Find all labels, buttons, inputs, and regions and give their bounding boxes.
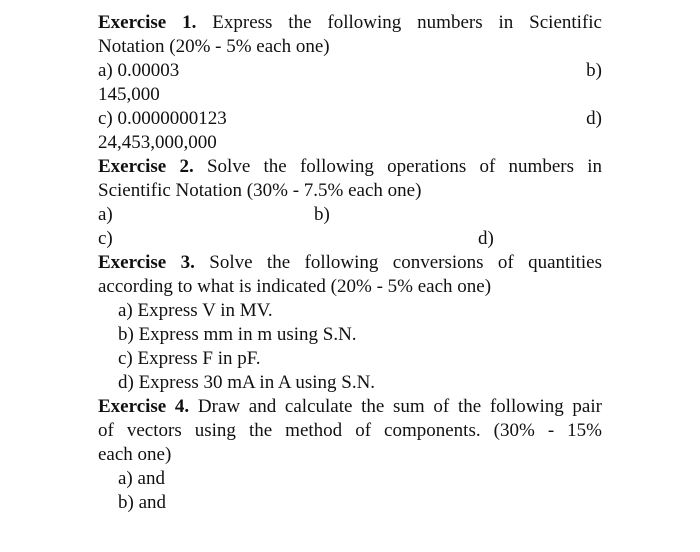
exercise-3-title: Exercise 3. xyxy=(98,252,195,273)
exercise-2-intro-line-2: Scientific Notation (30% - 7.5% each one) xyxy=(98,180,422,201)
exercise-1-item-c: c) 0.0000000123 xyxy=(98,108,227,129)
exercise-2-item-c: c) xyxy=(98,228,113,249)
exercise-3-item-d: d) Express 30 mA in A using S.N. xyxy=(118,372,376,393)
exercise-3-item-c: c) Express F in pF. xyxy=(118,348,261,369)
exercise-3-intro-line-1: Solve the following conversions of quantities xyxy=(209,252,603,273)
exercise-4-intro-line-1: Draw and calculate the sum of the following pair xyxy=(197,396,602,417)
exercise-2-item-a: a) xyxy=(98,204,113,225)
exercise-2-intro-line-1: Solve the following operations of numbers in xyxy=(206,156,602,177)
exercise-1-intro-line-2: Notation (20% - 5% each one) xyxy=(98,36,330,57)
exercise-2-title: Exercise 2. xyxy=(98,156,194,177)
exercise-1-intro-line-1: Express the following numbers in Scientific xyxy=(212,12,602,33)
exercise-3-heading xyxy=(98,251,602,275)
exercise-3-item-b: b) Express mm in m using S.N. xyxy=(118,324,357,345)
exercise-1-heading xyxy=(98,11,602,35)
exercise-1-title: Exercise 1. xyxy=(98,12,197,33)
exercise-3-item-a: a) Express V in MV. xyxy=(118,300,273,321)
exercise-4-intro-line-2: of vectors using the method of components. (30% - 15% xyxy=(98,420,602,441)
exercise-1-item-d-value: 24,453,000,000 xyxy=(98,132,217,153)
exercise-4-item-a: a) and xyxy=(118,468,165,489)
exercise-1-item-a: a) 0.00003 xyxy=(98,60,180,81)
exercise-1-item-d-label: d) xyxy=(586,108,602,129)
exercise-4-heading xyxy=(98,395,602,419)
exercise-2-item-b: b) xyxy=(314,204,330,225)
exercise-4-title: Exercise 4. xyxy=(98,396,190,417)
exercise-1-item-b-value: 145,000 xyxy=(98,84,160,105)
exercise-2-item-d: d) xyxy=(478,228,494,249)
exercise-4-item-b: b) and xyxy=(118,492,167,513)
exercise-4-intro-line-3: each one) xyxy=(98,444,172,465)
exercise-3-intro-line-2: according to what is indicated (20% - 5% each one) xyxy=(98,276,492,297)
exercise-1-item-b-label: b) xyxy=(586,60,602,81)
exercise-2-heading xyxy=(98,155,602,179)
